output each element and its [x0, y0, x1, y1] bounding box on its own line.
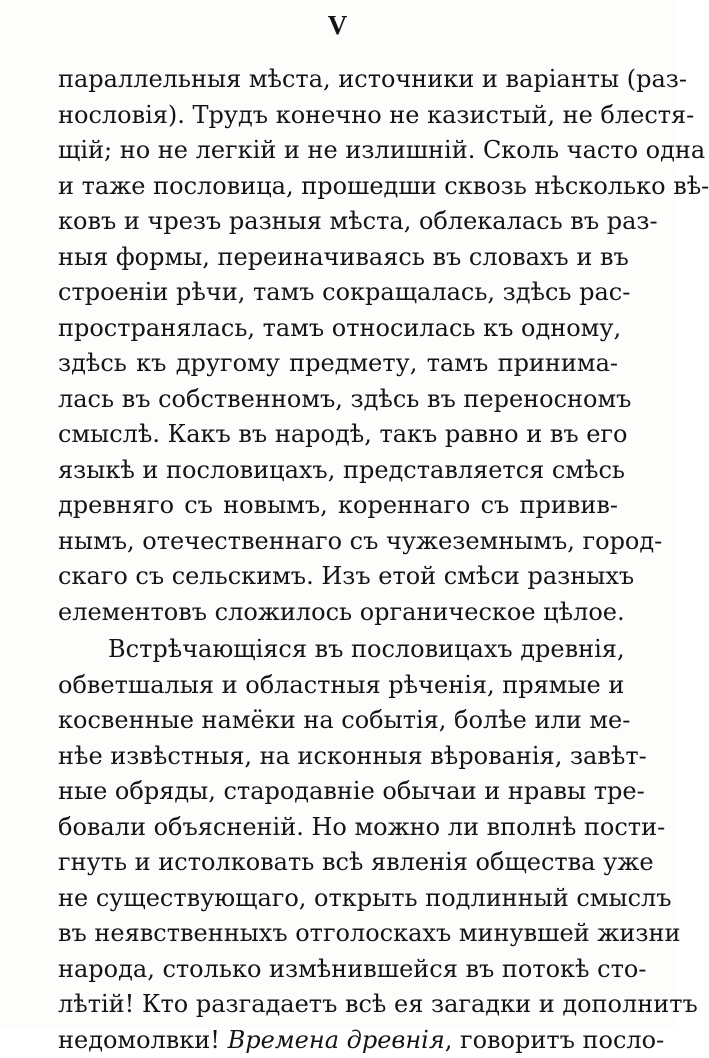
paragraph-2	[58, 632, 618, 1058]
page-number: V	[0, 10, 676, 41]
body-text	[58, 62, 618, 1058]
text-line: ные обряды, стародавніе обычаи и нравы тре-	[58, 774, 618, 810]
text-line: лась въ собственномъ, здѣсь въ переносномъ	[58, 382, 618, 418]
text-line: обветшалыя и областныя рѣченія, прямые и	[58, 668, 618, 704]
text-line: языкѣ и пословицахъ, представляется смѣсь	[58, 453, 618, 489]
text-line: смыслѣ. Какъ въ народѣ, такъ равно и въ его	[58, 417, 618, 453]
text-line: и таже пословица, прошедши сквозь нѣсколько вѣ-	[58, 169, 618, 205]
text-run: , говоритъ посло-	[445, 1026, 664, 1054]
text-line: строеніи рѣчи, тамъ сокращалась, здѣсь рас-	[58, 275, 618, 311]
text-line: ковъ и чрезъ разныя мѣста, облекалась въ раз-	[58, 204, 618, 240]
text-line: народа, столько измѣнившейся въ потокѣ сто-	[58, 952, 618, 988]
text-run: недомолвки!	[58, 1026, 228, 1054]
text-line: нѣе извѣстныя, на исконныя вѣрованія, завѣт-	[58, 739, 618, 775]
text-line: древняго съ новымъ, кореннаго съ привив-	[58, 488, 618, 524]
text-line: елементовъ сложилось органическое цѣлое.	[58, 595, 618, 631]
text-line: въ неявственныхъ отголоскахъ минувшей жизни	[58, 916, 618, 952]
text-line: нословія). Трудъ конечно не казистый, не блестя-	[58, 98, 618, 134]
text-line: пространялась, тамъ относилась къ одному,	[58, 311, 618, 347]
text-line: ныя формы, переиначиваясь въ словахъ и въ	[58, 240, 618, 276]
text-line: лѣтій! Кто разгадаетъ всѣ ея загадки и дополнитъ	[58, 987, 618, 1023]
text-line: Встрѣчающіяся въ пословицахъ древнія,	[58, 632, 618, 668]
paragraph-1	[58, 62, 618, 630]
text-line: здѣсь къ другому предмету, тамъ принима-	[58, 346, 618, 382]
italic-phrase: Времена древнія	[228, 1026, 445, 1054]
text-line: скаго съ сельскимъ. Изъ етой смѣси разныхъ	[58, 559, 618, 595]
text-line: щій; но не легкій и не излишній. Сколь часто одна	[58, 133, 618, 169]
text-line-final	[58, 1023, 618, 1058]
text-line: гнуть и истолковать всѣ явленія общества уже	[58, 845, 618, 881]
text-line: параллельныя мѣста, источники и варіанты (раз-	[58, 62, 618, 98]
text-line: бовали объясненій. Но можно ли вполнѣ пости-	[58, 810, 618, 846]
text-line: косвенные намёки на событія, болѣе или ме-	[58, 703, 618, 739]
text-line: не существующаго, открыть подлинный смыслъ	[58, 881, 618, 917]
text-line: нымъ, отечественнаго съ чужеземнымъ, город-	[58, 524, 618, 560]
